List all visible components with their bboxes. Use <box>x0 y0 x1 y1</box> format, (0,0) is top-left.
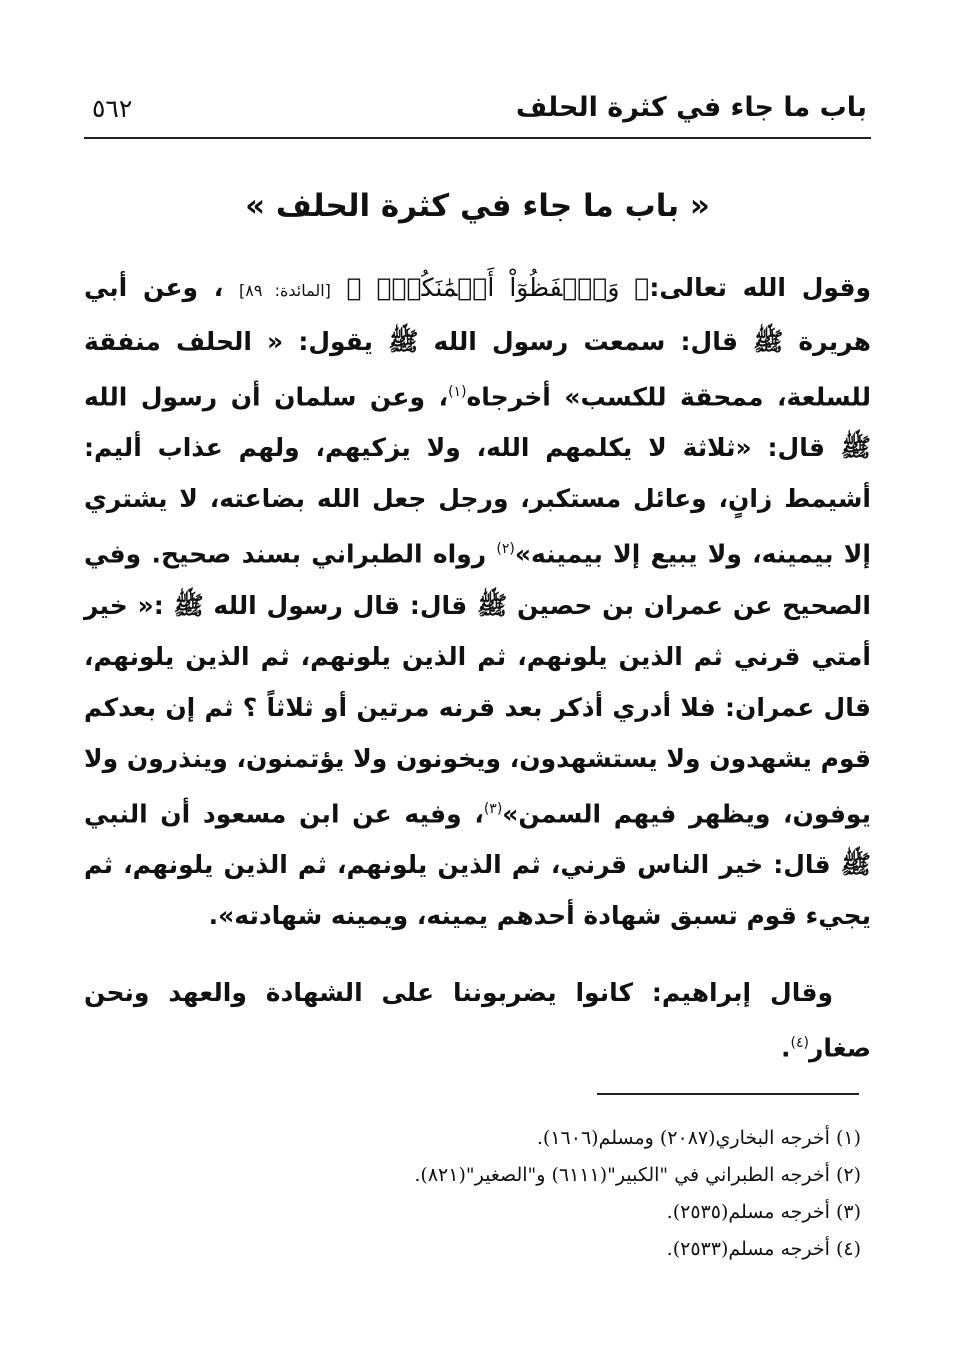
footnote-1: (١) أخرجه البخاري(٢٠٨٧) ومسلم(١٦٠٦). <box>536 1127 861 1149</box>
verse-reference: [المائدة: ٨٩] <box>239 281 331 300</box>
page-number: ٥٦٢ <box>92 94 133 123</box>
paragraph-1 <box>84 262 871 941</box>
quran-verse: ﴿ وَٱحۡفَظُوٓاْ أَيۡمَٰنَكُمۡۚ ﴾ <box>346 273 650 302</box>
footnote-marker-4: (٤) <box>790 1034 809 1051</box>
footnotes <box>84 1120 861 1268</box>
paragraph-1-segment-2: ، وعن سلمان أن رسول الله ﷺ قال: «ثلاثة لا يكلمهم الله، ولا يزكيهم، ولهم عذاب أليم: أشيمط زانٍ، وعائل مستكبر، ورجل جعل الله بضاعته، لا يشتري إلا بيمينه، ولا يبيع إلا بيمينه» <box>84 382 871 569</box>
paragraph-2 <box>84 967 871 1073</box>
main-text <box>84 262 871 1073</box>
footnote-3: (٣) أخرجه مسلم(٢٥٣٥). <box>666 1201 861 1223</box>
footnote-4: (٤) أخرجه مسلم(٢٥٣٣). <box>666 1238 861 1260</box>
footnote-2: (٢) أخرجه الطبراني في "الكبير"(٦١١١) و"الصغير"(٨٢١). <box>414 1164 861 1186</box>
footnote-marker-3: (٣) <box>483 800 503 817</box>
paragraph-2-text: وقال إبراهيم: كانوا يضربوننا على الشهادة والعهد ونحن صغار <box>84 977 871 1063</box>
paragraph-1-segment-1: ، وعن أبي هريرة ﷺ قال: سمعت رسول الله ﷺ يقول: « الحلف منفقة للسلعة، ممحقة للكسب» أخرجاه <box>84 273 871 412</box>
paragraph-1-segment-4: ، وفيه عن ابن مسعود أن النبي ﷺ قال: خير الناس قرني، ثم الذين يلونهم، ثم الذين يلونهم، ثم يجيء قوم تسبق شهادة أحدهم يمينه، ويمينه شهادته». <box>84 798 871 930</box>
paragraph-2-end: . <box>780 1033 791 1063</box>
paragraph-1-intro: وقول الله تعالى: <box>649 273 871 302</box>
header-divider <box>84 137 871 139</box>
running-title: باب ما جاء في كثرة الحلف <box>515 92 867 123</box>
chapter-heading: « باب ما جاء في كثرة الحلف » <box>245 188 710 224</box>
footnote-marker-2: (٢) <box>496 541 515 558</box>
footnote-divider <box>597 1093 859 1095</box>
footnote-marker-1: (١) <box>448 384 467 400</box>
paragraph-1-segment-3: رواه الطبراني بسند صحيح. وفي الصحيح عن عمران بن حصين ﷺ قال: قال رسول الله ﷺ :« خير أمتي قرني ثم الذين يلونهم، ثم الذين يلونهم، ثم الذين يلونهم، قال عمران: فلا أدري أذكر بعد قرنه مرتين أو ثلاثاً ؟ ثم إن بعدكم قوم يشهدون ولا يستشهدون، ويخونون ولا يؤتمنون، وينذرون ولا يوفون، ويظهر فيهم السمن» <box>84 539 871 828</box>
